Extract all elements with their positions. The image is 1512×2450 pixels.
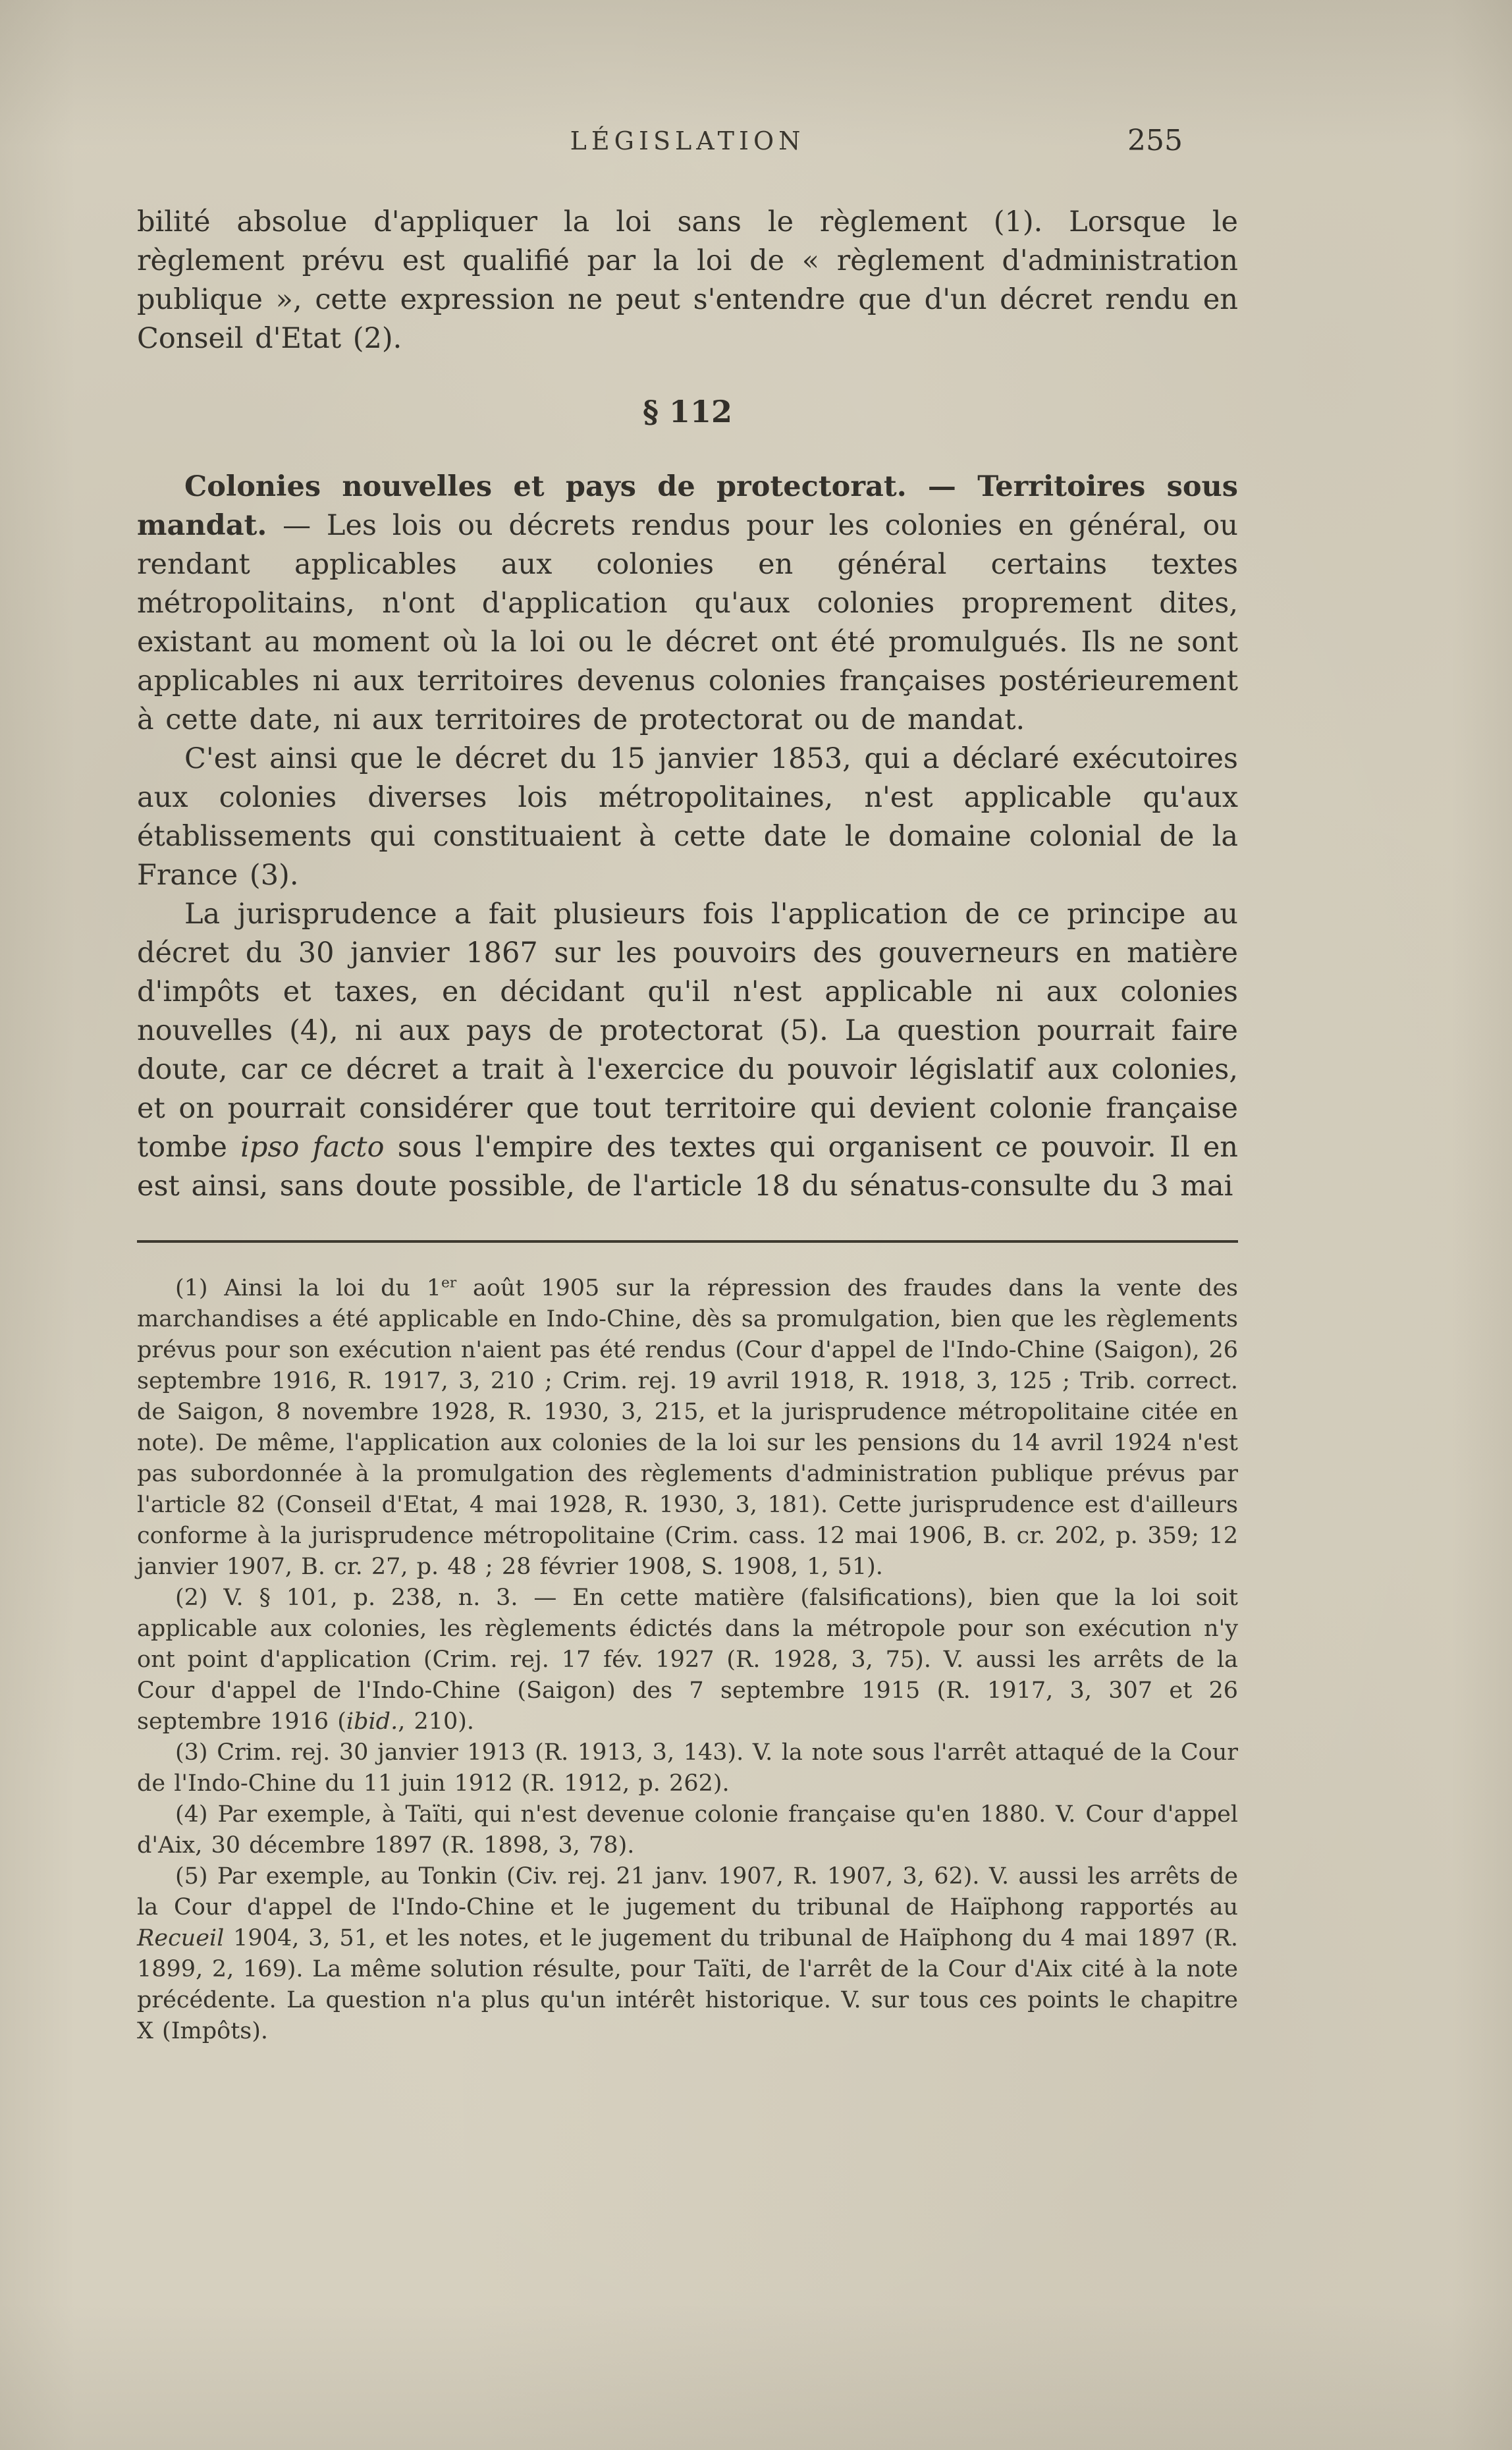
footnote-3: (3) Crim. rej. 30 janvier 1913 (R. 1913, 3, 143). V. la note sous l'arrêt attaqué de la Cour de l'Indo-Chine du 11 juin 1912 (R. 1912, p. 262).: [137, 1739, 1238, 1797]
footnote-4: (4) Par exemple, à Taïti, qui n'est devenue colonie française qu'en 1880. V. Cour d'appel d'Aix, 30 décembre 1897 (R. 1898, 3, 78).: [137, 1801, 1238, 1859]
footnote-1: (1) Ainsi la loi du 1er août 1905 sur la répression des fraudes dans la vente des marchandises a été applicable en Indo-Chine, dès sa promulgation, bien que les règlements prévus pour son exécution n'aient pas été rendus (Cour d'appel de l'Indo-Chine (Saigon), 26 septembre 1916, R. 1917, 3, 210 ; Crim. rej. 19 avril 1918, R. 1918, 3, 125 ; Trib. correct. de Saigon, 8 novembre 1928, R. 1930, 3, 215, et la jurisprudence métropolitaine citée en note). De même, l'application aux colonies de la loi sur les pensions du 14 avril 1924 n'est pas subordonnée à la promulgation des règlements d'administration publique prévus par l'article 82 (Conseil d'Etat, 4 mai 1928, R. 1930, 3, 181). Cette jurisprudence est d'ailleurs conforme à la jurisprudence métropolitaine (Crim. cass. 12 mai 1906, B. cr. 202, p. 359; 12 janvier 1907, B. cr. 27, p. 48 ; 28 février 1908, S. 1908, 1, 51).: [137, 1274, 1238, 1580]
footnote-5: (5) Par exemple, au Tonkin (Civ. rej. 21 janv. 1907, R. 1907, 3, 62). V. aussi les arrêts de la Cour d'appel de l'Indo-Chine et le jugement du tribunal de Haïphong rapportés au Recueil 1904, 3, 51, et les notes, et le jugement du tribunal de Haïphong du 4 mai 1897 (R. 1899, 2, 169). La même solution résulte, pour Taïti, de l'arrêt de la Cour d'Aix cité à la note précédente. La question n'a plus qu'un intérêt historique. V. sur tous ces points le chapitre X (Impôts).: [137, 1863, 1238, 2044]
paragraph-colonies-nouvelles: Colonies nouvelles et pays de protectorat. — Territoires sous mandat. — Les lois ou décrets rendus pour les colonies en général, ou rendant applicables aux colonies en général certains textes métropolitains, n'ont d'application qu'aux colonies proprement dites, existant au moment où la loi ou le décret ont été promulgués. Ils ne sont applicables ni aux territoires devenus colonies françaises postérieurement à cette date, ni aux territoires de protectorat ou de mandat.: [137, 470, 1238, 736]
footnote-2: (2) V. § 101, p. 238, n. 3. — En cette matière (falsifications), bien que la loi soit applicable aux colonies, les règlements édictés dans la métropole pour son exécution n'y ont point d'application (Crim. rej. 17 fév. 1927 (R. 1928, 3, 75). V. aussi les arrêts de la Cour d'appel de l'Indo-Chine (Saigon) des 7 septembre 1915 (R. 1917, 3, 307 et 26 septembre 1916 (ibid., 210).: [137, 1585, 1238, 1735]
paragraph-reglement: bilité absolue d'appliquer la loi sans le règlement (1). Lorsque le règlement prévu est qualifié par la loi de « règlement d'administration publique », cette expression ne peut s'entendre que d'un décret rendu en Conseil d'Etat (2).: [137, 205, 1238, 355]
page-header: [137, 126, 1238, 169]
footnote-divider: [137, 1240, 1238, 1243]
text-column: [137, 126, 1238, 2047]
paragraph-jurisprudence: La jurisprudence a fait plusieurs fois l'application de ce principe au décret du 30 janvier 1867 sur les pouvoirs des gouverneurs en matière d'impôts et taxes, en décidant qu'il n'est applicable ni aux colonies nouvelles (4), ni aux pays de protectorat (5). La question pourrait faire doute, car ce décret a trait à l'exercice du pouvoir législatif aux colonies, et on pourrait considérer que tout territoire qui devient colonie française tombe ipso facto sous l'empire des textes qui organisent ce pouvoir. Il en est ainsi, sans doute possible, de l'article 18 du sénatus-consulte du 3 mai: [137, 898, 1238, 1203]
footnotes-section: [137, 1273, 1238, 2047]
section-heading: § 112: [642, 394, 733, 429]
page-number: 255: [1127, 124, 1183, 157]
running-title: LÉGISLATION: [570, 126, 805, 155]
paragraph-decret-1853: C'est ainsi que le décret du 15 janvier 1853, qui a déclaré exécutoires aux colonies diverses lois métropolitaines, n'est applicable qu'aux établissements qui constituaient à cette date le domaine colonial de la France (3).: [137, 742, 1238, 892]
